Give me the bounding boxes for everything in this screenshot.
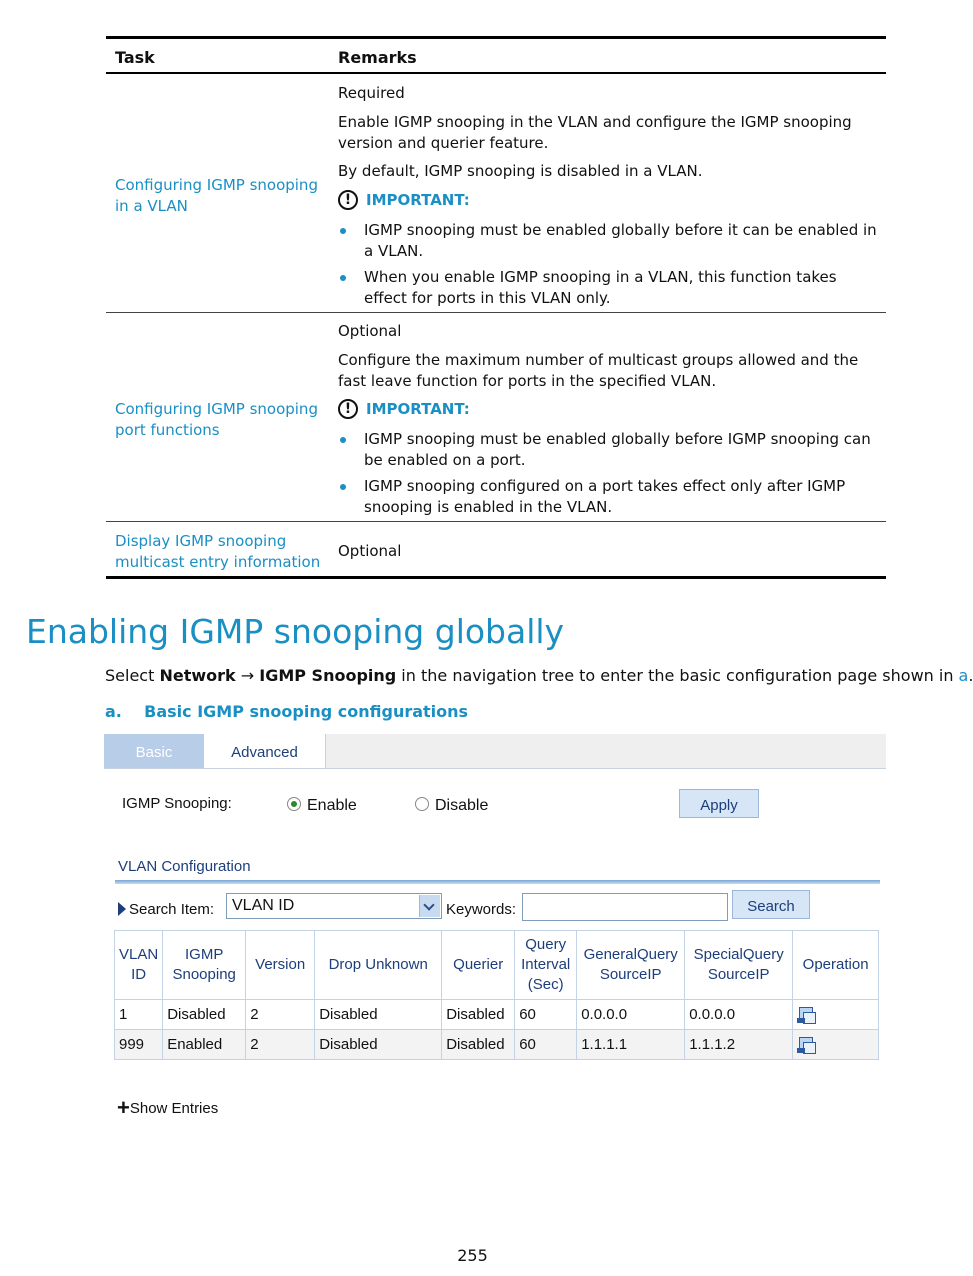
page-number: 255 <box>457 1246 488 1265</box>
chevron-down-icon[interactable] <box>419 895 440 917</box>
cell: Disabled <box>442 1000 515 1030</box>
show-entries-label: Show Entries <box>129 1100 219 1117</box>
cell: 1.1.1.1 <box>577 1030 685 1060</box>
col-version[interactable]: Version <box>246 931 315 1000</box>
bullet-icon <box>340 437 346 443</box>
cell: Disabled <box>315 1030 442 1060</box>
intro-text: Select <box>105 666 160 685</box>
cell: 1 <box>115 1000 163 1030</box>
arrow-icon: → <box>235 666 260 685</box>
bullet-icon <box>340 484 346 490</box>
bullet-icon <box>340 275 346 281</box>
show-entries-link[interactable] <box>117 1093 218 1119</box>
cell: 2 <box>246 1030 315 1060</box>
bullet-text: IGMP snooping configured on a port takes effect only after IGMP snooping is enabled in the VLAN. <box>364 477 846 516</box>
intro-paragraph <box>105 666 973 685</box>
cell-operation <box>793 1030 879 1060</box>
search-item-select[interactable] <box>226 893 442 919</box>
cell: 0.0.0.0 <box>577 1000 685 1030</box>
cell: 0.0.0.0 <box>685 1000 793 1030</box>
tab-bar <box>104 734 886 769</box>
cell: Enabled <box>163 1030 246 1060</box>
radio-enable-label[interactable]: Enable <box>307 797 357 814</box>
search-item-text: Search Item: <box>129 901 215 918</box>
tab-basic[interactable]: Basic <box>104 734 204 768</box>
table-bottom-rule <box>106 576 886 579</box>
apply-button[interactable]: Apply <box>679 789 759 818</box>
remark-status: Optional <box>338 542 402 560</box>
edit-icon[interactable] <box>797 1006 815 1024</box>
radio-enable[interactable] <box>287 797 301 811</box>
vlan-config-title: VLAN Configuration <box>118 858 251 875</box>
row-divider <box>106 312 886 313</box>
bullet-text: IGMP snooping must be enabled globally before IGMP snooping can be enabled on a port. <box>364 430 871 469</box>
search-button[interactable]: Search <box>732 890 810 919</box>
col-vlan-id[interactable]: VLAN ID <box>115 931 163 1000</box>
table-top-rule <box>106 36 886 39</box>
intro-text: in the navigation tree to enter the basic configuration page shown in <box>396 666 959 685</box>
tab-advanced[interactable]: Advanced <box>204 734 326 768</box>
remark-description: Enable IGMP snooping in the VLAN and configure the IGMP snooping version and querier feature. <box>338 113 852 152</box>
important-label: IMPORTANT: <box>366 400 470 418</box>
cell: 999 <box>115 1030 163 1060</box>
section-heading: Enabling IGMP snooping globally <box>26 612 565 651</box>
intro-text: . <box>968 666 973 685</box>
table-row <box>115 1030 879 1060</box>
col-querier[interactable]: Querier <box>442 931 515 1000</box>
col-query-interval[interactable]: Query Interval (Sec) <box>515 931 577 1000</box>
search-item-label <box>118 901 214 918</box>
radio-disable-label[interactable]: Disable <box>435 797 489 814</box>
plus-icon: + <box>117 1095 130 1120</box>
task-link-display[interactable]: Display IGMP snooping multicast entry information <box>115 532 321 571</box>
remark-default: By default, IGMP snooping is disabled in a VLAN. <box>338 162 703 180</box>
col-header-task: Task <box>115 48 155 67</box>
col-drop-unknown[interactable]: Drop Unknown <box>315 931 442 1000</box>
bullet-text: IGMP snooping must be enabled globally before it can be enabled in a VLAN. <box>364 221 877 260</box>
remark-description: Configure the maximum number of multicast groups allowed and the fast leave function for ports in the specified VLAN. <box>338 351 859 390</box>
edit-icon[interactable] <box>797 1036 815 1054</box>
cell: 2 <box>246 1000 315 1030</box>
igmp-snooping-label: IGMP Snooping: <box>122 795 232 812</box>
remark-status: Required <box>338 84 405 102</box>
warning-icon: ! <box>338 399 358 419</box>
cell: Disabled <box>315 1000 442 1030</box>
figure-caption: a. Basic IGMP snooping configurations <box>105 702 469 721</box>
triangle-right-icon <box>118 902 126 916</box>
cell: 1.1.1.2 <box>685 1030 793 1060</box>
section-divider <box>115 880 880 884</box>
warning-icon: ! <box>338 190 358 210</box>
nav-igmp-snooping: IGMP Snooping <box>259 666 397 685</box>
cell-operation <box>793 1000 879 1030</box>
col-operation: Operation <box>793 931 879 1000</box>
nav-network: Network <box>159 666 236 685</box>
row-divider <box>106 521 886 522</box>
cell: 60 <box>515 1030 577 1060</box>
task-link-port[interactable]: Configuring IGMP snooping port functions <box>115 400 318 439</box>
col-header-remarks: Remarks <box>338 48 417 67</box>
table-row <box>115 1000 879 1030</box>
bullet-icon <box>340 228 346 234</box>
table-header-rule <box>106 72 886 74</box>
col-igmp-snooping[interactable]: IGMP Snooping <box>163 931 246 1000</box>
col-general-query-ip[interactable]: GeneralQuery SourceIP <box>577 931 685 1000</box>
important-label: IMPORTANT: <box>366 191 470 209</box>
remark-status: Optional <box>338 322 402 340</box>
keywords-label: Keywords: <box>446 901 517 918</box>
cell: Disabled <box>163 1000 246 1030</box>
radio-disable[interactable] <box>415 797 429 811</box>
keywords-input[interactable] <box>522 893 728 921</box>
col-special-query-ip[interactable]: SpecialQuery SourceIP <box>685 931 793 1000</box>
vlan-table <box>114 930 879 1060</box>
search-item-value: VLAN ID <box>232 897 295 914</box>
bullet-text: When you enable IGMP snooping in a VLAN, this function takes effect for ports in this VLAN only. <box>364 268 837 307</box>
figure-link[interactable]: a <box>958 666 969 685</box>
task-link-vlan[interactable]: Configuring IGMP snooping in a VLAN <box>115 176 318 215</box>
cell: Disabled <box>442 1030 515 1060</box>
cell: 60 <box>515 1000 577 1030</box>
